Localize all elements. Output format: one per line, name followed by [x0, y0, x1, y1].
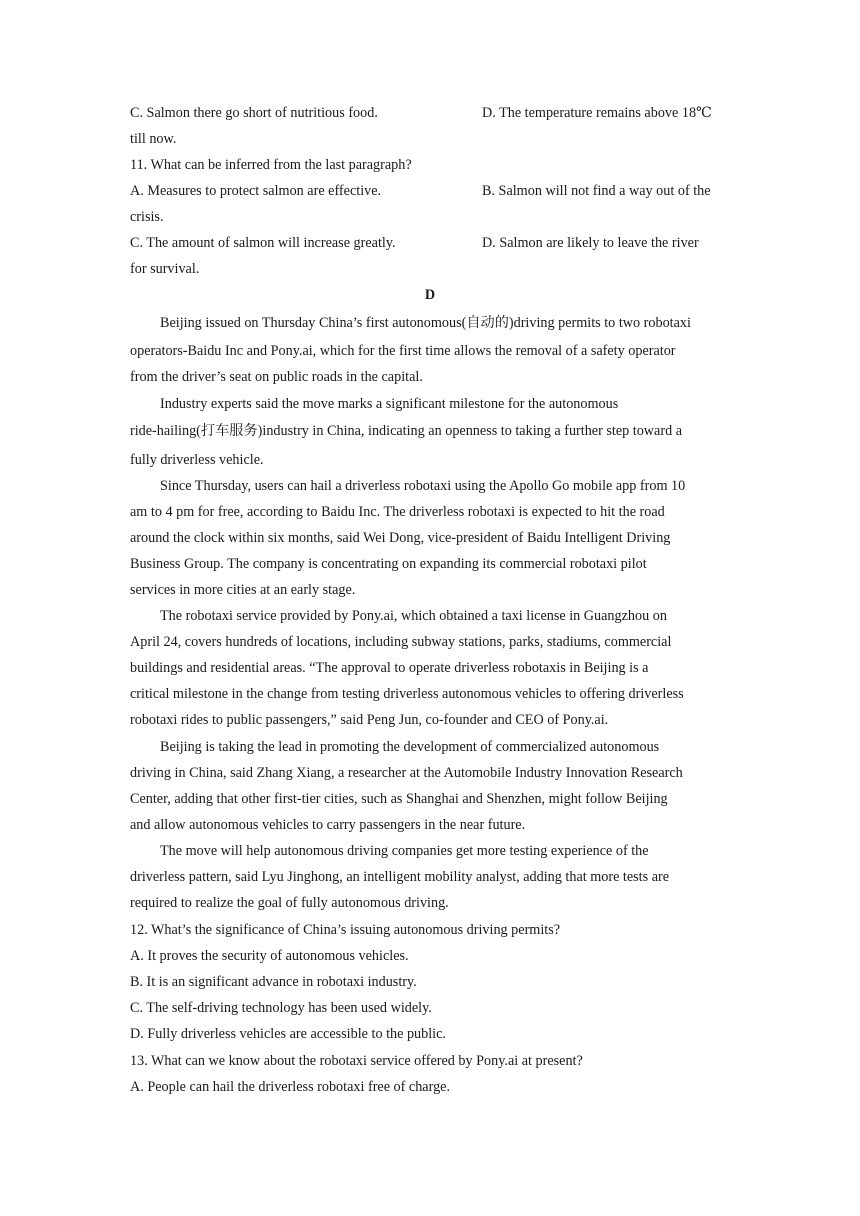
- passage-line: critical milestone in the change from testing driverless autonomous vehicles to offering driverless: [130, 686, 684, 702]
- passage-line: The robotaxi service provided by Pony.ai, which obtained a taxi license in Guangzhou on: [160, 608, 667, 624]
- q13-question: 13. What can we know about the robotaxi service offered by Pony.ai at present?: [130, 1053, 583, 1069]
- passage-line: buildings and residential areas. “The approval to operate driverless robotaxis in Beijing is a: [130, 660, 649, 676]
- passage-line: services in more cities at an early stage.: [130, 582, 356, 598]
- passage-line: Business Group. The company is concentrating on expanding its commercial robotaxi pilot: [130, 556, 647, 572]
- passage-line: required to realize the goal of fully autonomous driving.: [130, 895, 449, 911]
- passage-line: fully driverless vehicle.: [130, 452, 264, 468]
- q12-option-c: C. The self-driving technology has been used widely.: [130, 1000, 432, 1016]
- passage-line: operators-Baidu Inc and Pony.ai, which for the first time allows the removal of a safety operator: [130, 343, 676, 359]
- passage-line: Industry experts said the move marks a significant milestone for the autonomous: [160, 396, 619, 412]
- q10-option-d: D. The temperature remains above 18℃: [482, 105, 712, 121]
- q12-option-b: B. It is an significant advance in robotaxi industry.: [130, 974, 417, 990]
- passage-line: and allow autonomous vehicles to carry passengers in the near future.: [130, 817, 526, 833]
- section-title: D: [424, 287, 436, 303]
- q11-option-b-continued: crisis.: [130, 209, 164, 225]
- q12-option-a: A. It proves the security of autonomous vehicles.: [130, 948, 409, 964]
- q12-option-d: D. Fully driverless vehicles are accessible to the public.: [130, 1026, 446, 1042]
- q10-option-c: C. Salmon there go short of nutritious food.: [130, 105, 378, 121]
- passage-line: ride-hailing(打车服务)industry in China, indicating an openness to taking a further step toward a: [130, 423, 683, 439]
- q11-option-d: D. Salmon are likely to leave the river: [482, 235, 699, 251]
- passage-line: Beijing is taking the lead in promoting the development of commercialized autonomous: [160, 739, 660, 755]
- passage-line: Since Thursday, users can hail a driverless robotaxi using the Apollo Go mobile app from 10: [160, 478, 686, 494]
- q11-option-d-continued: for survival.: [130, 261, 200, 277]
- q10-option-d-continued: till now.: [130, 131, 177, 147]
- q11-question: 11. What can be inferred from the last paragraph?: [130, 157, 412, 173]
- passage-line: Beijing issued on Thursday China’s first autonomous(自动的)driving permits to two robotaxi: [160, 315, 691, 331]
- passage-line: am to 4 pm for free, according to Baidu Inc. The driverless robotaxi is expected to hit the road: [130, 504, 665, 520]
- passage-line: Center, adding that other first-tier cities, such as Shanghai and Shenzhen, might follow Beijing: [130, 791, 668, 807]
- passage-line: driving in China, said Zhang Xiang, a researcher at the Automobile Industry Innovation Research: [130, 765, 683, 781]
- passage-line: around the clock within six months, said Wei Dong, vice-president of Baidu Intelligent Driving: [130, 530, 671, 546]
- q11-option-b: B. Salmon will not find a way out of the: [482, 183, 711, 199]
- q12-question: 12. What’s the significance of China’s issuing autonomous driving permits?: [130, 922, 561, 938]
- passage-line: from the driver’s seat on public roads in the capital.: [130, 369, 423, 385]
- passage-line: April 24, covers hundreds of locations, including subway stations, parks, stadiums, commercial: [130, 634, 672, 650]
- passage-line: robotaxi rides to public passengers,” said Peng Jun, co-founder and CEO of Pony.ai.: [130, 712, 609, 728]
- passage-line: driverless pattern, said Lyu Jinghong, an intelligent mobility analyst, adding that more tests are: [130, 869, 670, 885]
- q11-option-a: A. Measures to protect salmon are effective.: [130, 183, 382, 199]
- q13-option-a: A. People can hail the driverless robotaxi free of charge.: [130, 1079, 451, 1095]
- passage-line: The move will help autonomous driving companies get more testing experience of the: [160, 843, 649, 859]
- q11-option-c: C. The amount of salmon will increase greatly.: [130, 235, 396, 251]
